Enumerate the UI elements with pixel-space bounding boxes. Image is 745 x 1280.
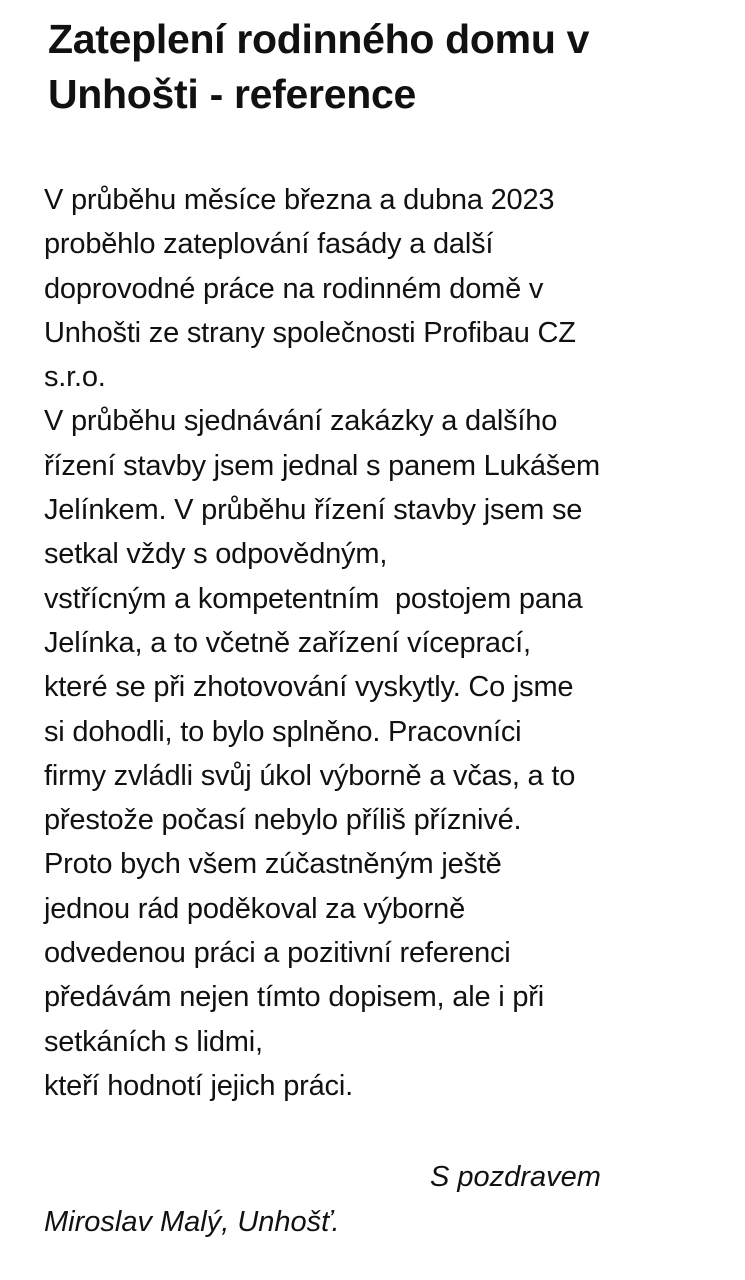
body-line: odvedenou práci a pozitivní referenci (44, 937, 511, 970)
signature: Miroslav Malý, Unhošť. (44, 1206, 340, 1238)
body-line: setkáních s lidmi, (44, 1025, 263, 1058)
body-line: Proto bych všem zúčastněným ještě (44, 848, 502, 881)
body-line: proběhlo zateplování fasády a další (44, 228, 494, 261)
body-line: doprovodné práce na rodinném domě v (44, 272, 544, 305)
reference-letter-body (44, 178, 724, 1108)
body-line: jednou rád poděkoval za výborně (44, 892, 466, 925)
body-line: Jelínkem. V průběhu řízení stavby jsem se (44, 494, 583, 527)
title-line: Unhošti - reference (48, 71, 416, 117)
body-line: setkal vždy s odpovědným, (44, 538, 388, 571)
body-line: přestože počasí nebylo příliš příznivé. (44, 804, 522, 837)
body-line: Unhošti ze strany společnosti Profibau CZ (44, 316, 576, 349)
body-line: kteří hodnotí jejich práci. (44, 1069, 353, 1102)
body-line: firmy zvládli svůj úkol výborně a včas, a to (44, 759, 576, 792)
body-line: Jelínka, a to včetně zařízení víceprací, (44, 626, 531, 659)
body-line: které se při zhotovování vyskytly. Co jsme (44, 671, 574, 704)
title-line: Zateplení rodinného domu v (48, 16, 590, 62)
body-line: předávám nejen tímto dopisem, ale i při (44, 981, 544, 1014)
body-line: řízení stavby jsem jednal s panem Lukášem (44, 449, 600, 482)
page-title (48, 12, 708, 122)
body-line: si dohodli, to bylo splněno. Pracovníci (44, 715, 522, 748)
body-line: V průběhu měsíce března a dubna 2023 (44, 184, 555, 216)
body-line: s.r.o. (44, 361, 106, 394)
body-line: vstřícným a kompetentním postojem pana (44, 582, 583, 615)
body-line: V průběhu sjednávání zakázky a dalšího (44, 405, 558, 438)
closing-greeting: S pozdravem (430, 1161, 601, 1193)
